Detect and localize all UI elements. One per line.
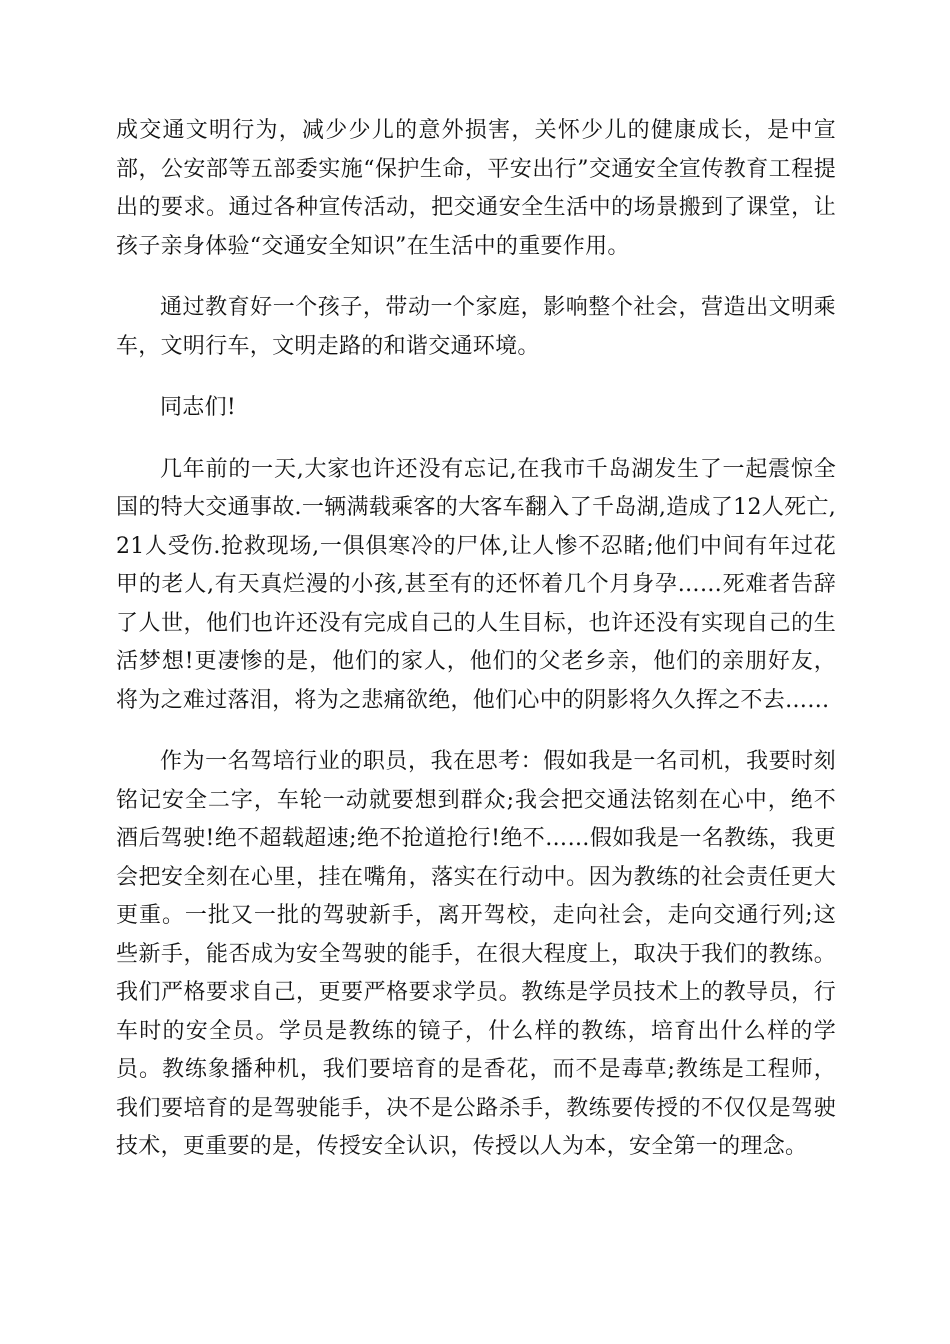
paragraph-continuation: 成交通文明行为，减少少儿的意外损害，关怀少儿的健康成长，是中宣部，公安部等五部委实施“保护生命，平安出行”交通安全宣传教育工程提出的要求。通过各种宣传活动，把交通安全生活中的场景搬到了课堂，让孩子亲身体验“交通安全知识”在生活中的重要作用。 <box>116 118 836 259</box>
paragraph-instructor-reflection: 作为一名驾培行业的职员，我在思考：假如我是一名司机，我要时刻铭记安全二字，车轮一动就要想到群众;我会把交通法铭刻在心中，绝不酒后驾驶!绝不超载超速;绝不抢道抢行!绝不……假如我是一名教练，我更会把安全刻在心里，挂在嘴角，落实在行动中。因为教练的社会责任更大更重。一批又一批的驾驶新手，离开驾校，走向社会，走向交通行列;这些新手，能否成为安全驾驶的能手，在很大程度上，取决于我们的教练。我们严格要求自己，更要严格要求学员。教练是学员技术上的教导员，行车时的安全员。学员是教练的镜子，什么样的教练，培育出什么样的学员。教练象播种机，我们要培育的是香花，而不是毒草;教练是工程师，我们要培育的是驾驶能手，决不是公路杀手，教练要传授的不仅仅是驾驶技术，更重要的是，传授安全认识，传授以人为本，安全第一的理念。 <box>116 749 836 1159</box>
paragraph-accident-story: 几年前的一天,大家也许还没有忘记,在我市千岛湖发生了一起震惊全国的特大交通事故.一辆满载乘客的大客车翻入了千岛湖,造成了12人死亡,21人受伤.抢救现场,一俱俱寒冷的尸体,让人惨不忍睹;他们中间有年过花甲的老人,有天真烂漫的小孩,甚至有的还怀着几个月身孕……死难者告辞了人世，他们也许还没有完成自己的人生目标，也许还没有实现自己的生活梦想!更凄惨的是，他们的家人，他们的父老乡亲，他们的亲朋好友，将为之难过落泪，将为之悲痛欲绝，他们心中的阴影将久久挥之不去…… <box>116 456 836 713</box>
paragraph-civilized-traffic: 通过教育好一个孩子，带动一个家庭，影响整个社会，营造出文明乘车，文明行车，文明走路的和谐交通环境。 <box>116 295 836 359</box>
document-body <box>116 112 836 1190</box>
paragraph-salutation: 同志们! <box>160 395 237 420</box>
